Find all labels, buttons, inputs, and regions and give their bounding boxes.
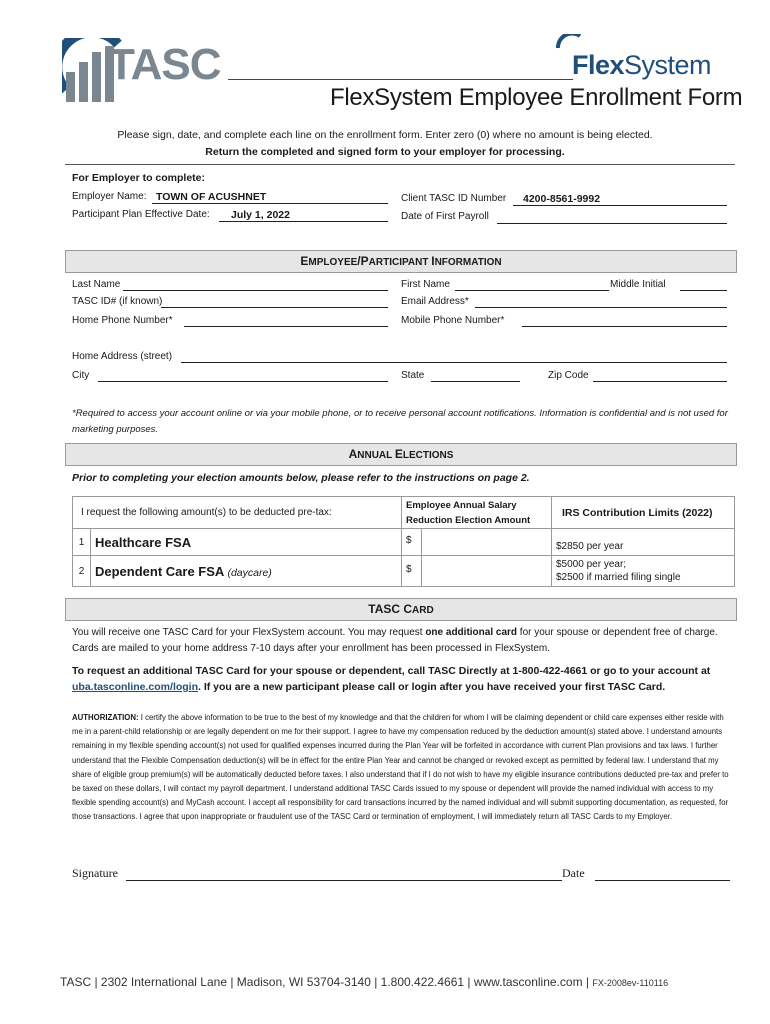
band-title-part: TASC C xyxy=(368,602,413,616)
signature-row xyxy=(72,866,732,884)
last-name-label: Last Name xyxy=(72,279,121,290)
annual-elections-band xyxy=(65,443,737,466)
band-title-part: E xyxy=(300,254,309,268)
client-id-value: 4200-8561-9992 xyxy=(523,193,601,205)
date-field[interactable] xyxy=(595,866,730,881)
limit-text: $2500 if married filing single xyxy=(556,572,681,583)
home-address-field[interactable] xyxy=(181,351,727,363)
band-title-part: ARTICIPANT xyxy=(368,257,432,268)
authorization-body: I certify the above information to be true to the best of my knowledge and that the children for whom I will be claiming dependent or child care expenses either reside with me in a parent-child relationship or are legally dependent on me for their support. I agree to have my compensation reduced by the deduction amount(s) stated above. I understand amounts remaining in my flexible spending account(s) not used for qualified expenses incurred during the Plan Year will be forfeited in accordance with current Plan provisions and tax laws. I further understand that the Flexible Compensation deduction(s) will be in effect for the entire Plan Year and cannot be changed or revoked except as permitted by federal law. I understand that my share of eligible group premium(s) will be automatically deducted before taxes. I also understand that if I do not wish to have my eligible insurance contributions deducted pre-tax and prefer to be taxed on these dollars, I will contact my payroll department. I understand additional TASC Cards issued to my spouse or dependent will provide the named individual with access to my flexible spending account(s) and MyCash account. I accept all responsibility for card transactions incurred by the named individual and will submit supporting documentation, as requested, for those transactions. I agree that upon inappropriate or fraudulent use of the TASC Card or termination of employment, I will immediately return all TASC Cards to my Employer. xyxy=(72,713,729,822)
plan-name-text: Healthcare FSA xyxy=(95,534,192,550)
card-text-part: for your spouse or dependent free of charge. xyxy=(517,627,718,638)
footer-address: TASC | 2302 International Lane | Madison, WI 53704-3140 | 1.800.422.4661 | www.tasconline.com | xyxy=(60,975,590,989)
required-note: *Required to access your account online or via your mobile phone, or to receive personal account notifications. Information is confidential and is not used for marketing purposes. xyxy=(72,408,728,435)
middle-initial-label: Middle Initial xyxy=(610,279,666,290)
mobile-phone-field[interactable] xyxy=(522,315,727,327)
flexsystem-brand xyxy=(572,50,711,81)
client-id-field[interactable] xyxy=(513,193,727,206)
client-id-label: Client TASC ID Number xyxy=(401,193,507,204)
first-payroll-field[interactable] xyxy=(497,211,727,224)
table-row xyxy=(73,529,735,556)
authorization-text xyxy=(72,711,736,825)
employer-name-label: Employer Name: xyxy=(72,191,147,202)
limit-cell xyxy=(552,556,735,587)
limit-cell xyxy=(552,529,735,556)
first-name-label: First Name xyxy=(401,279,450,290)
amount-cell[interactable] xyxy=(402,556,552,587)
card-info-line-1 xyxy=(72,625,737,641)
row-number: 1 xyxy=(73,529,91,556)
amount-input[interactable] xyxy=(422,556,551,586)
plan-name xyxy=(91,556,402,587)
date-label: Date xyxy=(562,866,585,880)
flexsystem-brand-bold: Flex xyxy=(572,50,625,80)
flexsystem-brand-light: System xyxy=(624,50,712,80)
employer-name-field[interactable] xyxy=(152,191,388,204)
mobile-phone-label: Mobile Phone Number* xyxy=(401,315,505,326)
participant-info-band xyxy=(65,250,737,273)
band-title-part: NNUAL xyxy=(357,450,395,461)
band-title-part: MPLOYEE xyxy=(308,257,358,268)
tasc-card-band xyxy=(65,598,737,621)
state-field[interactable] xyxy=(431,370,520,382)
band-title-part: /P xyxy=(357,254,369,268)
first-name-field[interactable] xyxy=(455,279,609,291)
amount-input[interactable] xyxy=(422,529,551,555)
authorization-label: AUTHORIZATION: xyxy=(72,713,139,722)
city-label: City xyxy=(72,370,90,381)
employer-name-value: TOWN OF ACUSHNET xyxy=(156,191,267,203)
amount-cell[interactable] xyxy=(402,529,552,556)
card-info-line-2: Cards are mailed to your home address 7-10 days after your enrollment has been processed in FlexSystem. xyxy=(72,643,551,654)
first-payroll-label: Date of First Payroll xyxy=(401,211,489,222)
elections-table xyxy=(72,496,735,587)
form-code: FX-2008ev-110116 xyxy=(592,978,669,988)
band-title-part: E xyxy=(394,447,403,461)
home-address-label: Home Address (street) xyxy=(72,351,173,362)
card-text-part: You will receive one TASC Card for your FlexSystem account. You may request xyxy=(72,627,426,638)
col-amount-header-line: Reduction Election Amount xyxy=(406,514,531,526)
prior-note: Prior to completing your election amounts below, please refer to the instructions on page 2. xyxy=(72,472,530,484)
zip-field[interactable] xyxy=(593,370,727,382)
limit-text: $5000 per year; xyxy=(556,559,627,570)
plan-name-text: Dependent Care FSA xyxy=(95,563,224,579)
band-title-part: A xyxy=(348,447,358,461)
email-label: Email Address* xyxy=(401,296,469,307)
signature-label: Signature xyxy=(72,866,118,880)
col-limits-header: IRS Contribution Limits (2022) xyxy=(552,497,735,529)
currency-symbol: $ xyxy=(402,529,422,555)
effective-date-field[interactable] xyxy=(219,209,388,222)
card-text-emphasis: one additional card xyxy=(425,627,518,638)
plan-name xyxy=(91,529,402,556)
middle-initial-field[interactable] xyxy=(680,279,727,291)
email-field[interactable] xyxy=(475,296,727,308)
tasc-id-field[interactable] xyxy=(161,296,388,308)
state-label: State xyxy=(401,370,425,381)
tasc-brand-text: TASC xyxy=(108,40,221,89)
home-phone-field[interactable] xyxy=(184,315,388,327)
form-title: FlexSystem Employee Enrollment Form xyxy=(330,84,743,111)
header-rule xyxy=(228,79,573,80)
plan-subtitle: (daycare) xyxy=(227,566,272,579)
card-request-part: To request an additional TASC Card for your spouse or dependent, call TASC Directly at 1-800-422-4661 or go to your account at xyxy=(72,665,711,677)
band-title-part: I xyxy=(431,254,435,268)
elections-header-row xyxy=(73,497,735,529)
card-request-text xyxy=(72,663,737,695)
row-number: 2 xyxy=(73,556,91,587)
card-info-text xyxy=(72,625,737,657)
zip-label: Zip Code xyxy=(548,370,589,381)
footer xyxy=(60,975,668,989)
card-request-part: . If you are a new participant please call or login after you have received your first TASC Card. xyxy=(198,681,666,693)
tasc-login-link[interactable]: uba.tasconline.com/login xyxy=(72,681,199,693)
tasc-id-label: TASC ID# (if known) xyxy=(72,296,163,307)
last-name-field[interactable] xyxy=(123,279,388,291)
limit-text: $2850 per year xyxy=(556,540,624,552)
col-request-header: I request the following amount(s) to be deducted pre-tax: xyxy=(73,497,402,529)
intro-line-1: Please sign, date, and complete each line on the enrollment form. Enter zero (0) where no amount is being elected. xyxy=(117,129,653,141)
intro-line-2: Return the completed and signed form to your employer for processing. xyxy=(205,146,565,158)
signature-field[interactable] xyxy=(126,866,562,881)
band-title-part: NFORMATION xyxy=(434,257,502,268)
city-field[interactable] xyxy=(98,370,388,382)
band-title-part: ARD xyxy=(412,605,434,616)
effective-date-value: July 1, 2022 xyxy=(231,209,290,221)
effective-date-label: Participant Plan Effective Date: xyxy=(72,209,210,220)
col-amount-header-line: Employee Annual Salary xyxy=(406,499,517,511)
table-row xyxy=(73,556,735,587)
employer-heading: For Employer to complete: xyxy=(72,172,206,184)
currency-symbol: $ xyxy=(402,556,422,586)
flexsystem-logo-mark xyxy=(556,34,586,50)
home-phone-label: Home Phone Number* xyxy=(72,315,173,326)
col-amount-header xyxy=(402,497,552,529)
band-title-part: LECTIONS xyxy=(402,450,454,461)
